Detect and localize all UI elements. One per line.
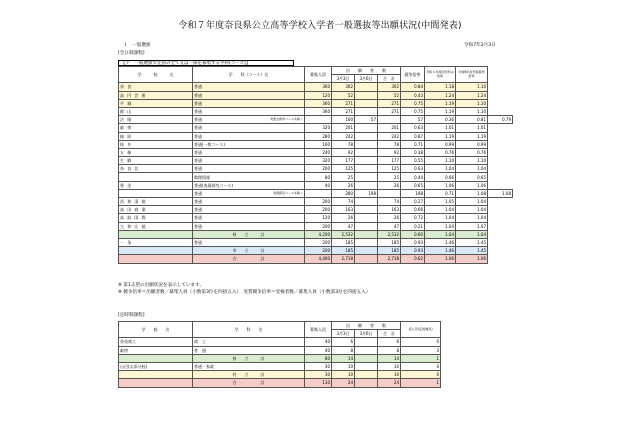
prev-real-ratio-cell: 1.04: [456, 230, 488, 238]
table-row: [119, 140, 513, 148]
quota-cell: 200: [305, 238, 332, 246]
total-cell: 185: [378, 238, 401, 246]
day2-cell: [355, 206, 378, 214]
day2-cell: [355, 148, 378, 156]
day2-cell: [355, 222, 378, 230]
day2-cell: [378, 116, 401, 124]
day2-cell: [355, 371, 378, 379]
table-row: [119, 238, 513, 246]
total-cell: 163: [378, 206, 401, 214]
day1-cell: 185: [332, 247, 355, 255]
header-prev-ratio: 令和６年度同学科の倍率: [425, 67, 456, 83]
department-cell: 普通: [193, 132, 305, 140]
prev-ratio-cell: 1.05: [425, 198, 456, 206]
department-cell: 数理情報: [193, 173, 305, 181]
day1-cell: 10: [332, 371, 355, 379]
day2-cell: [355, 362, 378, 370]
table-row: [119, 157, 513, 165]
total-cell: 25: [378, 173, 401, 181]
day1-cell: 8: [332, 346, 355, 354]
day2-cell: [355, 107, 378, 115]
course2-label: [定時制課程]: [118, 313, 145, 318]
department-cell: 合 計: [193, 379, 305, 387]
prev-real-ratio-cell: 0.76: [456, 148, 488, 156]
section-heading: １ 一般選抜: [123, 43, 151, 48]
prev-ratio-cell: 0.76: [425, 148, 456, 156]
quota-cell: 200: [305, 198, 332, 206]
table-row: [119, 198, 513, 206]
supplementary-cell: 0: [401, 338, 441, 346]
quota-cell: 40: [305, 346, 332, 354]
header-total: 合 計: [378, 75, 401, 83]
day1-cell: 163: [332, 206, 355, 214]
ratio-cell: 0.75: [401, 99, 425, 107]
day1-cell: 125: [332, 165, 355, 173]
day1-cell: 2,718: [332, 255, 355, 263]
day2-cell: [355, 346, 378, 354]
total-row: [119, 255, 513, 263]
note-1: ※ 第1志望の出願状況を表示しています。: [118, 283, 204, 288]
prev-real-ratio-cell: 1.10: [456, 83, 488, 91]
day2-cell: [355, 255, 378, 263]
table-row: [119, 107, 513, 115]
table-row: [119, 91, 513, 99]
table-row: [119, 148, 513, 156]
prev-ratio-cell: 1.10: [425, 157, 456, 165]
prev-real-ratio-cell: 1.04: [456, 165, 488, 173]
table-row: [119, 173, 513, 181]
day2-cell: [355, 132, 378, 140]
quota-cell: 120: [305, 91, 332, 99]
prev-ratio-cell: 1.04: [425, 230, 456, 238]
day2-cell: [355, 157, 378, 165]
total-cell: 2,532: [378, 230, 401, 238]
supplementary-cell: 3: [401, 346, 441, 354]
header-department: 学 科 名: [193, 322, 305, 338]
school-cell: 平城: [119, 99, 193, 107]
quota-cell: 4,400: [305, 255, 332, 263]
table-row: [119, 132, 513, 140]
school-cell: 香芝: [119, 181, 193, 189]
department-note: 表現探究コースを除く: [273, 190, 303, 195]
quota-cell: 320: [305, 124, 332, 132]
school-cell: 桜井: [119, 140, 193, 148]
total-cell: 26: [378, 181, 401, 189]
quota-cell: 360: [305, 99, 332, 107]
school-cell: [119, 247, 193, 255]
day1-cell: 302: [332, 83, 355, 91]
department-cell: 合 計: [193, 255, 305, 263]
department-cell: 普通: [193, 107, 305, 115]
day2-cell: [355, 91, 378, 99]
prev-ratio-cell: 1.18: [425, 83, 456, 91]
total-cell: 242: [378, 132, 401, 140]
header-prev-real-ratio: 令和6年度実質競争倍率: [456, 67, 488, 83]
prev-real-ratio-cell: 0.65: [456, 173, 488, 181]
total-cell: 201: [378, 124, 401, 132]
school-cell: [119, 354, 193, 362]
ratio-cell: 0.27: [401, 198, 425, 206]
department-cell: 普通: [193, 83, 305, 91]
department-cell: 普通: [193, 206, 305, 214]
total-cell: 74: [378, 198, 401, 206]
prev-real-ratio-cell: 1.04: [456, 198, 488, 206]
table-row: [119, 99, 513, 107]
total-cell: 198: [401, 189, 425, 197]
table-row: [119, 222, 513, 230]
total-cell: 24: [378, 379, 401, 387]
day1-cell: 24: [332, 379, 355, 387]
day1-cell: 177: [332, 157, 355, 165]
quota-cell: 30: [305, 371, 332, 379]
school-cell: [119, 173, 193, 181]
table-row: [119, 362, 441, 370]
ratio-cell: 0.36: [425, 116, 456, 124]
day1-cell: 198: [355, 189, 378, 197]
header-department: 学 科（コース）名: [193, 67, 305, 83]
day1-cell: 57: [355, 116, 378, 124]
ratio-cell: 0.44: [401, 173, 425, 181]
department-cell: 普通: [193, 198, 305, 206]
day2-cell: [355, 238, 378, 246]
day1-cell: 25: [332, 173, 355, 181]
department-cell: 商 工: [193, 338, 305, 346]
school-cell: [119, 230, 193, 238]
day1-cell: 2,532: [332, 230, 355, 238]
ratio-cell: 0.87: [401, 132, 425, 140]
day2-cell: [355, 140, 378, 148]
department-cell: 普通: [193, 91, 305, 99]
total-row: [119, 371, 441, 379]
prev-real-ratio-cell: 1.19: [456, 132, 488, 140]
table-row: [119, 181, 513, 189]
quota-cell: 4,200: [305, 230, 332, 238]
ratio-cell: 0.38: [401, 148, 425, 156]
day2-cell: [355, 338, 378, 346]
school-cell: 畝傍: [119, 346, 193, 354]
quota-cell: 320: [305, 157, 332, 165]
total-cell: 10: [378, 371, 401, 379]
total-row: [119, 230, 513, 238]
prev-real-ratio-cell: 1.04: [456, 214, 488, 222]
table-row: [119, 214, 513, 222]
prev-ratio-cell: 1.06: [425, 181, 456, 189]
school-cell: 高取国際: [119, 214, 193, 222]
day2-cell: [355, 230, 378, 238]
school-cell: [119, 189, 193, 197]
header-total: 合 計: [378, 330, 401, 338]
quota-cell: 360: [305, 83, 332, 91]
school-cell: [119, 255, 193, 263]
quota-cell: 200: [305, 165, 332, 173]
total-cell: 57: [401, 116, 425, 124]
day2-cell: [355, 247, 378, 255]
total-cell: 10: [378, 362, 401, 370]
day1-cell: 52: [332, 91, 355, 99]
quota-cell: 110: [305, 379, 332, 387]
prev-ratio-cell: 1.46: [425, 247, 456, 255]
day1-cell: 271: [332, 99, 355, 107]
day1-cell: 92: [332, 148, 355, 156]
total-cell: 92: [378, 148, 401, 156]
school-cell: 法隆: [119, 116, 193, 124]
ratio-cell: 0.60: [401, 230, 425, 238]
department-cell: 普通: [193, 157, 305, 165]
table-row: [119, 206, 513, 214]
prev-ratio-cell: 0.99: [425, 140, 456, 148]
header-school: 学 校 名: [119, 322, 193, 338]
day2-cell: [378, 189, 401, 197]
quota-cell: 40: [305, 181, 332, 189]
total-cell: 185: [378, 247, 401, 255]
course-label: [全日制課程]: [118, 51, 145, 56]
header-day2: 3月6日: [355, 75, 378, 83]
department-cell: 普 通: [193, 346, 305, 354]
page-title: 令和７年度奈良県公立高等学校入学者一般選抜等出願状況(中間発表): [178, 21, 462, 31]
total-cell: 26: [378, 214, 401, 222]
header-day1: 3月3日: [332, 75, 355, 83]
department-cell: 普通: [193, 124, 305, 132]
department-cell: 普通 英語文教育コースを除く: [194, 117, 303, 123]
department-cell: 普通(表現探究コース): [193, 181, 305, 189]
prev-ratio-cell: 1.04: [425, 222, 456, 230]
school-cell: 畝傍: [119, 124, 193, 132]
day1-cell: 6: [332, 338, 355, 346]
total-row: [119, 247, 513, 255]
quota-cell: 40: [305, 338, 332, 346]
department-cell: 普通(一般コース): [193, 140, 305, 148]
quota-cell: 120: [305, 214, 332, 222]
prev-real-ratio-cell: 1.10: [456, 107, 488, 115]
total-cell: 271: [378, 107, 401, 115]
ratio-cell: 0.65: [401, 181, 425, 189]
prev-ratio-cell: 1.04: [425, 214, 456, 222]
ratio-cell: 0.66: [401, 206, 425, 214]
table-row: [119, 165, 513, 173]
total-cell: 6: [378, 338, 401, 346]
school-cell: 大和広陵: [119, 222, 193, 230]
prev-ratio-cell: 1.19: [425, 132, 456, 140]
day1-cell: 201: [332, 124, 355, 132]
school-cell: 一条: [119, 238, 193, 246]
header-school: 学 校 名: [119, 67, 193, 83]
ratio-cell: 0.75: [401, 107, 425, 115]
total-cell: 302: [378, 83, 401, 91]
day1-cell: 14: [332, 354, 355, 362]
day1-cell: 271: [332, 107, 355, 115]
prev-ratio-cell: 1.06: [425, 255, 456, 263]
prev-ratio-cell: 1.46: [425, 238, 456, 246]
prev-ratio-cell: 1.19: [425, 107, 456, 115]
quota-cell: 280: [332, 189, 355, 197]
department-cell: 県 立 計: [193, 354, 305, 362]
day2-cell: [355, 354, 378, 362]
day2-cell: [355, 99, 378, 107]
school-cell: 高田商業: [119, 206, 193, 214]
prev-real-ratio-cell: 1.06: [456, 181, 488, 189]
school-cell: 郡山: [119, 107, 193, 115]
total-cell: 78: [378, 140, 401, 148]
school-cell: 山辺(山添分校): [119, 362, 193, 370]
school-cell: 生駒: [119, 157, 193, 165]
school-cell: 五條: [119, 148, 193, 156]
day2-cell: [355, 214, 378, 222]
supplementary-cell: 1: [401, 354, 441, 362]
quota-cell: 80: [305, 173, 332, 181]
school-cell: 奈良: [119, 83, 193, 91]
ratio-cell: 0.43: [401, 91, 425, 99]
department-cell: 普通: [193, 238, 305, 246]
ratio-cell: 0.93: [401, 247, 425, 255]
supplementary-cell: 0: [401, 362, 441, 370]
prev-real-ratio-cell: 1.24: [456, 91, 488, 99]
prev-ratio-cell: 1.19: [425, 99, 456, 107]
quota-cell: 80: [305, 354, 332, 362]
quota-cell: 160: [332, 116, 355, 124]
day2-cell: [355, 198, 378, 206]
department-cell: 市 立 計: [193, 247, 305, 255]
prev-real-ratio-cell: 1.10: [456, 99, 488, 107]
supplementary-cell: 0: [401, 371, 441, 379]
prev-ratio-cell: 0.66: [425, 173, 456, 181]
quota-cell: 200: [305, 247, 332, 255]
table-row: [119, 346, 441, 354]
table-row: [119, 124, 513, 132]
prev-real-ratio-cell: 0.79: [488, 116, 513, 124]
day1-cell: 26: [332, 214, 355, 222]
prev-real-ratio-cell: 1.07: [456, 222, 488, 230]
table-row: [119, 83, 513, 91]
ratio-cell: 0.21: [401, 222, 425, 230]
parttime-table: [118, 321, 441, 388]
header-ratio: 競争倍率: [401, 67, 425, 83]
quota-cell: 30: [305, 362, 332, 370]
category-banner: 【ア 一般選抜で定員の全て又は一部を募集する学科(コース)】: [118, 60, 294, 66]
prev-real-ratio-cell: 1.45: [456, 238, 488, 246]
total-cell: 2,718: [378, 255, 401, 263]
prev-real-ratio-cell: 1.06: [456, 255, 488, 263]
day1-cell: 242: [332, 132, 355, 140]
day2-cell: [355, 173, 378, 181]
school-cell: 西和清陵: [119, 198, 193, 206]
publish-date: 令和7年2月3日: [464, 43, 496, 48]
ratio-cell: 0.93: [401, 238, 425, 246]
ratio-cell: 0.63: [401, 124, 425, 132]
total-row: [119, 354, 441, 362]
day1-cell: 78: [332, 140, 355, 148]
prev-real-ratio-cell: 1.08: [488, 189, 513, 197]
prev-ratio-cell: 1.24: [425, 91, 456, 99]
department-cell: 普通 表現探究コースを除く: [194, 190, 303, 196]
prev-ratio-cell: 0.81: [456, 116, 488, 124]
ratio-cell: 0.63: [401, 165, 425, 173]
quota-cell: 360: [305, 107, 332, 115]
day2-cell: [355, 379, 378, 387]
quota-cell: 280: [305, 132, 332, 140]
ratio-cell: 0.71: [401, 140, 425, 148]
header-quota: 募集人員: [305, 67, 332, 83]
ratio-cell: 0.71: [425, 189, 456, 197]
ratio-cell: 0.72: [401, 214, 425, 222]
header-day1: 3月3日: [332, 330, 355, 338]
table-row: [119, 116, 513, 124]
school-cell: 奈良北: [119, 165, 193, 173]
total-cell: 52: [378, 91, 401, 99]
total-cell: 47: [378, 222, 401, 230]
school-cell: 奈良商工: [119, 338, 193, 346]
total-cell: 14: [378, 354, 401, 362]
quota-cell: 200: [305, 206, 332, 214]
prev-real-ratio-cell: 1.10: [456, 157, 488, 165]
department-cell: 普通: [193, 222, 305, 230]
ratio-cell: 0.55: [401, 157, 425, 165]
department-cell: 村 立 計: [193, 371, 305, 379]
day2-cell: [355, 181, 378, 189]
day2-cell: [355, 165, 378, 173]
day2-cell: [355, 83, 378, 91]
total-cell: 125: [378, 165, 401, 173]
department-cell: 普通: [193, 165, 305, 173]
ratio-cell: 0.62: [401, 255, 425, 263]
school-cell: [119, 371, 193, 379]
day1-cell: 47: [332, 222, 355, 230]
table-row: [119, 338, 441, 346]
quota-cell: 240: [305, 148, 332, 156]
prev-real-ratio-cell: 0.99: [456, 140, 488, 148]
day2-cell: [355, 124, 378, 132]
day1-cell: 10: [332, 362, 355, 370]
header-supplementary: 追入学(定員補充): [401, 322, 441, 338]
header-day2: 3月6日: [355, 330, 378, 338]
day1-cell: 185: [332, 238, 355, 246]
note-2: ※ 競争倍率＝出願者数／募集人員（小数第3位を四捨五入） 実質競争倍率＝受検者数／募集人員（小数第3位を四捨五入）: [118, 290, 371, 295]
total-cell: 8: [378, 346, 401, 354]
department-cell: 普通・家政: [193, 362, 305, 370]
header-quota: 募集人員: [305, 322, 332, 338]
department-cell: 普通: [193, 214, 305, 222]
prev-real-ratio-cell: 1.04: [456, 206, 488, 214]
quota-cell: 160: [305, 140, 332, 148]
prev-real-ratio-cell: 1.01: [456, 124, 488, 132]
header-applicants: 出 願 者 数: [332, 67, 401, 75]
quota-cell: 200: [305, 222, 332, 230]
prev-ratio-cell: 1.04: [425, 165, 456, 173]
prev-real-ratio-cell: 1.45: [456, 247, 488, 255]
department-cell: 普通: [193, 99, 305, 107]
school-cell: 榛原: [119, 132, 193, 140]
table-row: [119, 189, 513, 197]
total-cell: 271: [378, 99, 401, 107]
school-cell: [119, 379, 193, 387]
department-cell: 県 立 計: [193, 230, 305, 238]
school-cell: 高円芸術: [119, 91, 193, 99]
department-cell: 普通: [193, 148, 305, 156]
day1-cell: 74: [332, 198, 355, 206]
day1-cell: 26: [332, 181, 355, 189]
prev-ratio-cell: 1.01: [425, 124, 456, 132]
header-applicants: 出 願 者 数: [332, 322, 401, 330]
department-note: 英語文教育コースを除く: [270, 117, 303, 122]
prev-ratio-cell: 1.04: [425, 206, 456, 214]
total-cell: 177: [378, 157, 401, 165]
prev-ratio-cell: 1.08: [456, 189, 488, 197]
total-row: [119, 379, 441, 387]
ratio-cell: 0.84: [401, 83, 425, 91]
supplementary-cell: 1: [401, 379, 441, 387]
fulltime-table: [118, 66, 513, 264]
